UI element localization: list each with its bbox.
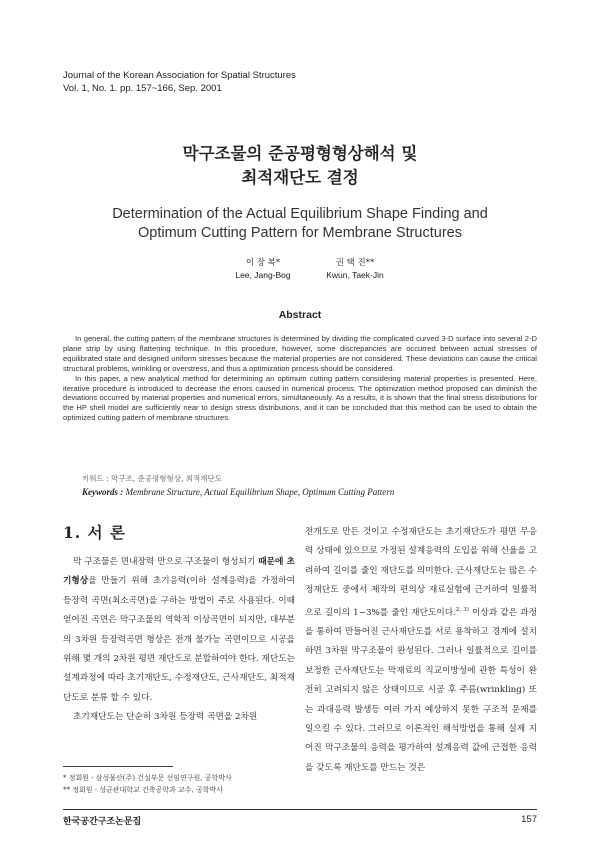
footnote-1: * 정회원 · 삼성물산(주) 건설부문 선임연구원, 공학박사 xyxy=(63,774,232,782)
keywords-block xyxy=(82,473,522,499)
author-1-korean-name: 이 장 복* xyxy=(245,258,281,268)
intro-continued-rest: 이상과 같은 과정을 통하여 만들어진 근사재단도를 서로 용착하고 경계에 설치하면 3차원 막구조물이 완성된다. 그러나 일률적으로 길이를 보정한 근사재단도는 막재료의 직교이방성에 관한 특성이 완전히 고려되지 않은 상태이므로 시공 후 주름(wrinkling) 또는 과대응력 발생등 여러 가지 예상하지 못한 구조적 문제를 일으킬 수 있다. 그러므로 이론적인 해석방법을 통해 실제 지어진 막구조물의 응력을 평가하여 설계응력 값에 근접한 응력을 갖도록 재단도를 만드는 것은 xyxy=(305,607,537,773)
journal-name: Journal of the Korean Association for Spatial Structures xyxy=(63,70,296,81)
footnote-2: ** 정회원 · 성균관대학교 건축공학과 교수, 공학박사 xyxy=(63,786,224,794)
footer-society-name: 한국공간구조논문집 xyxy=(63,817,142,827)
abstract-heading: Abstract xyxy=(278,309,322,321)
intro-p1-rest: 을 만들기 위해 초기응력(이하 설계응력)을 가정하여 등장력 곡면(최소곡면)을 구하는 방법이 주로 사용된다. 이때 얻어진 곡면은 막구조물의 역학적 이상곡면이 되지만, 대부분의 3차원 등장력곡면 형상은 전개 불가능 곡면이므로 시공을 위해 몇 개의 2차원 평면 재단도로 분할하여야 한다. 재단도는 설계과정에 따라 초기재단도, 수정재단도, 근사재단도, 최적재단도로 분류 할 수 있다. xyxy=(63,576,295,703)
english-title-line-2: Optimum Cutting Pattern for Membrane Structures xyxy=(138,225,462,241)
english-title-line-1: Determination of the Actual Equilibrium Shape Finding and xyxy=(112,206,488,222)
abstract-paragraph-1: In general, the cutting pattern of the membrane structures is determined by dividing the complicated curved 3-D surface into several 2-D plane strip by using flattening technique. In this procedure, however, some discrepancies are occurred between actual stresses of equilibrated state and designed uniform stresses because the material properties are not considered. These deviations can cause the critical structural problems, wrinkling or overstress, and thus a optimization process should be considered. xyxy=(63,334,537,373)
author-1-english-name: Lee, Jang-Bog xyxy=(235,270,291,280)
korean-title-line-1: 막구조물의 준공평형형상해석 및 xyxy=(182,144,418,163)
footnotes xyxy=(63,772,232,796)
intro-paragraph-1 xyxy=(63,553,295,708)
page-number: 157 xyxy=(521,814,537,825)
journal-header xyxy=(63,70,296,95)
citation-superscript: 2, 3) xyxy=(455,606,469,613)
intro-paragraph-2: 초기재단도는 단순히 3차원 등장력 곡면을 2차원 xyxy=(73,712,258,723)
keywords-english xyxy=(82,485,522,499)
author-2 xyxy=(300,257,410,282)
intro-p1-start: 막 구조물은 면내장력 만으로 구조물이 형성되기 xyxy=(73,557,259,567)
section-title: 1. 서 론 xyxy=(63,523,126,542)
keywords-list: Membrane Structure, Actual Equilibrium Shape, Optimum Cutting Pattern xyxy=(125,487,395,497)
author-2-english-name: Kwun, Taek-Jin xyxy=(326,270,384,280)
footnote-divider xyxy=(63,766,173,767)
intro-paragraph-continued xyxy=(305,523,537,778)
body-column-left xyxy=(63,553,295,728)
abstract-body xyxy=(63,334,537,423)
korean-title-line-2: 최적재단도 결정 xyxy=(241,168,359,187)
english-title xyxy=(0,205,600,243)
keywords-korean: 키워드 : 막구조, 준공평형형상, 최적재단도 xyxy=(82,474,222,483)
author-2-korean-name: 권 택 진** xyxy=(335,258,375,268)
journal-volume: Vol. 1, No. 1. pp. 157~166, Sep. 2001 xyxy=(63,82,222,94)
keywords-label: Keywords : xyxy=(82,487,124,497)
intro-continued-start: 전개도로 만든 것이고 수정재단도는 초기재단도가 평면 무응력 상태에 있으므로 가정된 설계응력의 도입을 위해 신율을 고려하여 길이를 줄인 재단도를 의미한다. 근사재단도는 많은 수정재단도 중에서 제작의 편의상 재료실험에 근거하여 일률적으로 길이의 1~3%를 줄인 재단도이다. xyxy=(305,527,537,618)
footer-divider xyxy=(63,809,537,810)
abstract-paragraph-2: In this paper, a new analytical method for determining an optimum cutting pattern considering material properties is presented. Here, iterative procedure is introduced to decrease the errors caused in numerical process. The optimization method proposed can diminish the deviations occurred by material properties and numerical errors, simultaneously. As a results, it is shown that the final stress distributions for the HP shell model are sufficiently near to design stress distributions, and it can be concluded that this method can be used to obtain the optimized cutting pattern of membrane structures. xyxy=(63,373,537,423)
intro-p1-bold: 때문에 초기형상 xyxy=(63,557,295,587)
korean-title xyxy=(0,142,600,190)
body-column-right xyxy=(305,523,537,778)
